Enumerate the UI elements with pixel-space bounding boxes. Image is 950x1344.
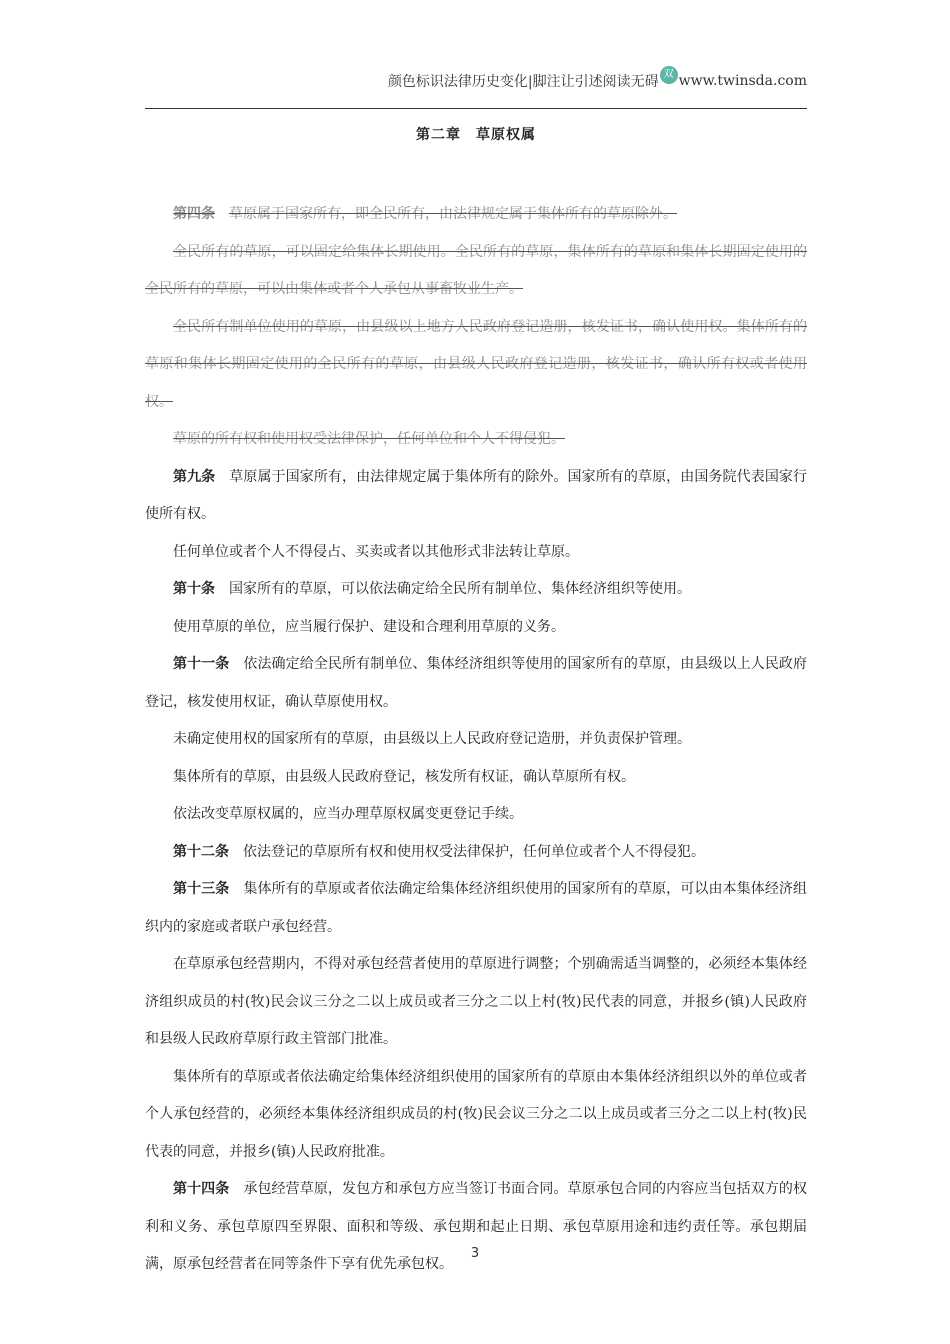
header-title: 颜色标识法律历史变化|脚注让引述阅读无碍 xyxy=(387,74,659,90)
paragraph xyxy=(145,796,807,834)
paragraph-text: 草原属于国家所有，由法律规定属于集体所有的除外。国家所有的草原，由国务院代表国家行使所有权。 xyxy=(145,468,807,522)
paragraph-text: 任何单位或者个人不得侵占、买卖或者以其他形式非法转让草原。 xyxy=(173,543,579,560)
paragraph-text: 依法登记的草原所有权和使用权受法律保护，任何单位或者个人不得侵犯。 xyxy=(243,843,705,860)
paragraph xyxy=(145,1171,807,1284)
paragraph-text: 集体所有的草原，由县级人民政府登记，核发所有权证，确认草原所有权。 xyxy=(173,768,635,785)
repealed-paragraph xyxy=(145,309,807,422)
document-body xyxy=(145,196,807,1284)
paragraph xyxy=(145,759,807,797)
paragraph xyxy=(145,1059,807,1172)
paragraph-text: 草原的所有权和使用权受法律保护，任何单位和个人不得侵犯。 xyxy=(173,431,565,447)
paragraph-text: 国家所有的草原，可以依法确定给全民所有制单位、集体经济组织等使用。 xyxy=(229,581,691,597)
paragraph xyxy=(145,459,807,534)
paragraph-text: 承包经营草原，发包方和承包方应当签订书面合同。草原承包合同的内容应当包括双方的权利和义务、承包草原四至界限、面积和等级、承包期和起止日期、承包草原用途和违约责任等。承包期届满，原承包经营者在同等条件下享有优先承包权。 xyxy=(145,1181,808,1272)
paragraph xyxy=(145,571,807,609)
page-header xyxy=(145,68,807,94)
paragraph-text: 集体所有的草原或者依法确定给集体经济组织使用的国家所有的草原，可以由本集体经济组织内的家庭或者联户承包经营。 xyxy=(145,881,808,935)
article-number: 第四条 xyxy=(173,206,215,222)
article-number: 第十一条 xyxy=(173,656,230,672)
paragraph-text: 未确定使用权的国家所有的草原，由县级以上人民政府登记造册，并负责保护管理。 xyxy=(173,731,691,747)
paragraph xyxy=(145,871,807,946)
chapter-title: 第二章 草原权属 xyxy=(416,127,536,143)
paragraph xyxy=(145,834,807,872)
paragraph xyxy=(145,946,807,1059)
paragraph-text: 全民所有的草原，可以固定给集体长期使用。全民所有的草原，集体所有的草原和集体长期固定使用的全民所有的草原，可以由集体或者个人承包从事畜牧业生产。 xyxy=(145,243,807,297)
header-url[interactable]: www.twinsda.com xyxy=(678,73,807,89)
article-number: 第九条 xyxy=(173,468,216,485)
paragraph-text: 使用草原的单位，应当履行保护、建设和合理利用草原的义务。 xyxy=(173,618,565,635)
paragraph-text: 在草原承包经营期内，不得对承包经营者使用的草原进行调整；个别确需适当调整的，必须经本集体经济组织成员的村(牧)民会议三分之二以上成员或者三分之二以上村(牧)民代表的同意，并报乡(镇)人民政府和县级人民政府草原行政主管部门批准。 xyxy=(145,956,807,1047)
paragraph-text: 依法改变草原权属的，应当办理草原权属变更登记手续。 xyxy=(173,806,523,822)
page-number: 3 xyxy=(470,1246,480,1261)
header-divider xyxy=(145,108,807,109)
article-number: 第十三条 xyxy=(173,881,230,897)
article-number: 第十四条 xyxy=(173,1181,230,1197)
paragraph xyxy=(145,534,807,572)
paragraph-text: 草原属于国家所有，即全民所有，由法律规定属于集体所有的草原除外。 xyxy=(229,206,677,222)
repealed-paragraph xyxy=(145,196,807,234)
repealed-paragraph xyxy=(145,234,807,309)
article-number: 第十二条 xyxy=(173,843,229,860)
paragraph xyxy=(145,646,807,721)
twinsda-logo-icon: 双 xyxy=(660,66,678,84)
paragraph-text: 全民所有制单位使用的草原，由县级以上地方人民政府登记造册，核发证书，确认使用权。集体所有的草原和集体长期固定使用的全民所有的草原，由县级人民政府登记造册，核发证书，确认所有权或者使用权。 xyxy=(145,318,807,410)
paragraph-text: 集体所有的草原或者依法确定给集体经济组织使用的国家所有的草原由本集体经济组织以外的单位或者个人承包经营的，必须经本集体经济组织成员的村(牧)民会议三分之二以上成员或者三分之二以上村(牧)民代表的同意，并报乡(镇)人民政府批准。 xyxy=(145,1068,807,1160)
article-number: 第十条 xyxy=(173,581,215,597)
paragraph-text: 依法确定给全民所有制单位、集体经济组织等使用的国家所有的草原，由县级以上人民政府登记，核发使用权证，确认草原使用权。 xyxy=(145,656,808,710)
paragraph xyxy=(145,721,807,759)
paragraph xyxy=(145,609,807,647)
repealed-paragraph xyxy=(145,421,807,459)
